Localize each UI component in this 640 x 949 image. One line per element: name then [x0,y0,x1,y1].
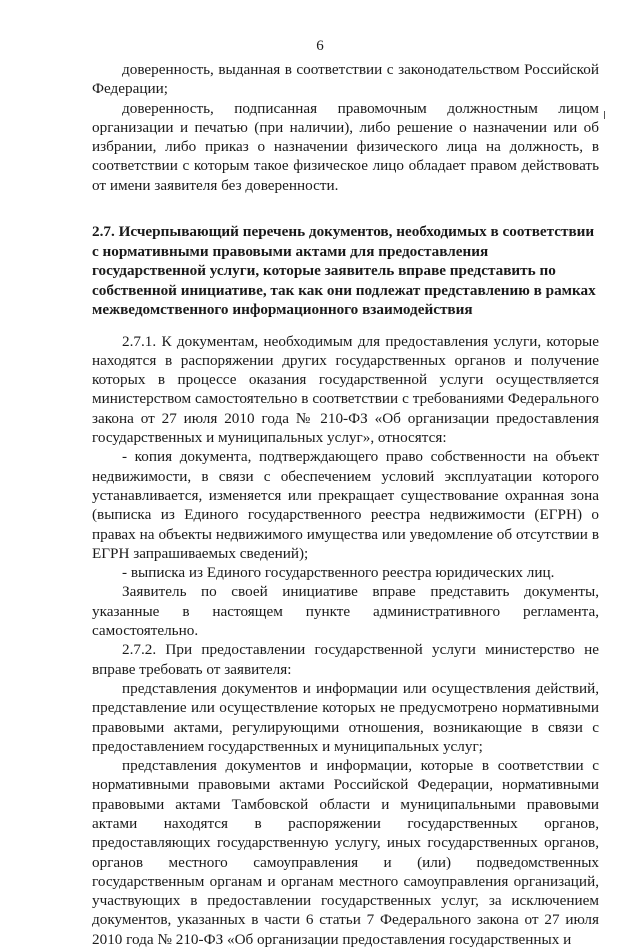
heading-line: 2.7. Исчерпывающий перечень документов, необходимых в соответствии [92,223,595,241]
page-number: 6 [316,38,324,54]
paragraph-power-of-attorney-law: доверенность, выданная в соответствии с законодательством Российской Федерации; [92,61,599,98]
paragraph-power-of-attorney-signed: доверенность, подписанная правомочным должностным лицом организации и печатью (при наличии), либо решение о назначении или об избрании, либо приказ о назначении физического лица на должность, в соответствии с которым такое физическое лицо обладает правом действовать от имени заявителя без доверенности. [92,99,599,194]
paragraph-applicant-initiative: Заявитель по своей инициативе вправе представить документы, указанные в настоящем пункте административного регламента, самостоятельно. [92,583,599,640]
paragraph-requirement-1: представления документов и информации или осуществления действий, представление или осуществление которых не предусмотрено нормативными правовыми актами, регулирующими отношения, возникающие в связи с предоставлением государственных и муниципальных услуг; [92,679,599,755]
heading-line: государственной услуги, которые заявитель вправе представить по [92,262,556,280]
list-item-egrul-extract: - выписка из Единого государственного реестра юридических лиц. [122,564,555,582]
paragraph-requirement-2: представления документов и информации, которые в соответствии с нормативными правовыми актами Российской Федерации, нормативными правовыми актами Тамбовской области и муниципальными правовыми актами находятся в распоряжении государственных органов, предоставляющих государственную услугу, иных государственных органов, органов местного самоуправления и (или) подведомственных государственным органам и органам местного самоуправления организаций, участвующих в предоставлении государственных услуг, за исключением документов, указанных в части 6 статьи 7 Федерального закона от 27 июля 2010 года № 210-ФЗ «Об организации предоставления государственных и [92,757,599,948]
paragraph-2-7-1: 2.7.1. К документам, необходимым для предоставления услуги, которые находятся в распоряжении других государственных органов и получение которых в процессе оказания государственной услуги осуществляется министерством самостоятельно в соответствии с требованиями Федерального закона от 27 июля 2010 года № 210-ФЗ «Об организации предоставления государственных и муниципальных услуг», относятся: [92,332,599,447]
heading-line: межведомственного информационного взаимодействия [92,301,473,319]
heading-line: собственной инициативе, так как они подлежат представлению в рамках [92,281,596,299]
document-body [92,60,599,949]
scan-mark [604,111,605,119]
heading-line: с нормативными правовыми актами для предоставления [92,242,489,260]
section-heading-2-7 [92,222,599,320]
paragraph-2-7-2: 2.7.2. При предоставлении государственной услуги министерство не вправе требовать от заявителя: [92,641,599,678]
list-item-ownership-copy: - копия документа, подтверждающего право собственности на объект недвижимости, в связи с обеспечением условий эксплуатации которого устанавливается, изменяется или прекращает существование охранная зона (выписка из Единого государственного реестра недвижимости (ЕГРН) о правах на объекты недвижимого имущества или уведомление об отсутствии в ЕГРН запрашиваемых сведений); [92,448,599,562]
